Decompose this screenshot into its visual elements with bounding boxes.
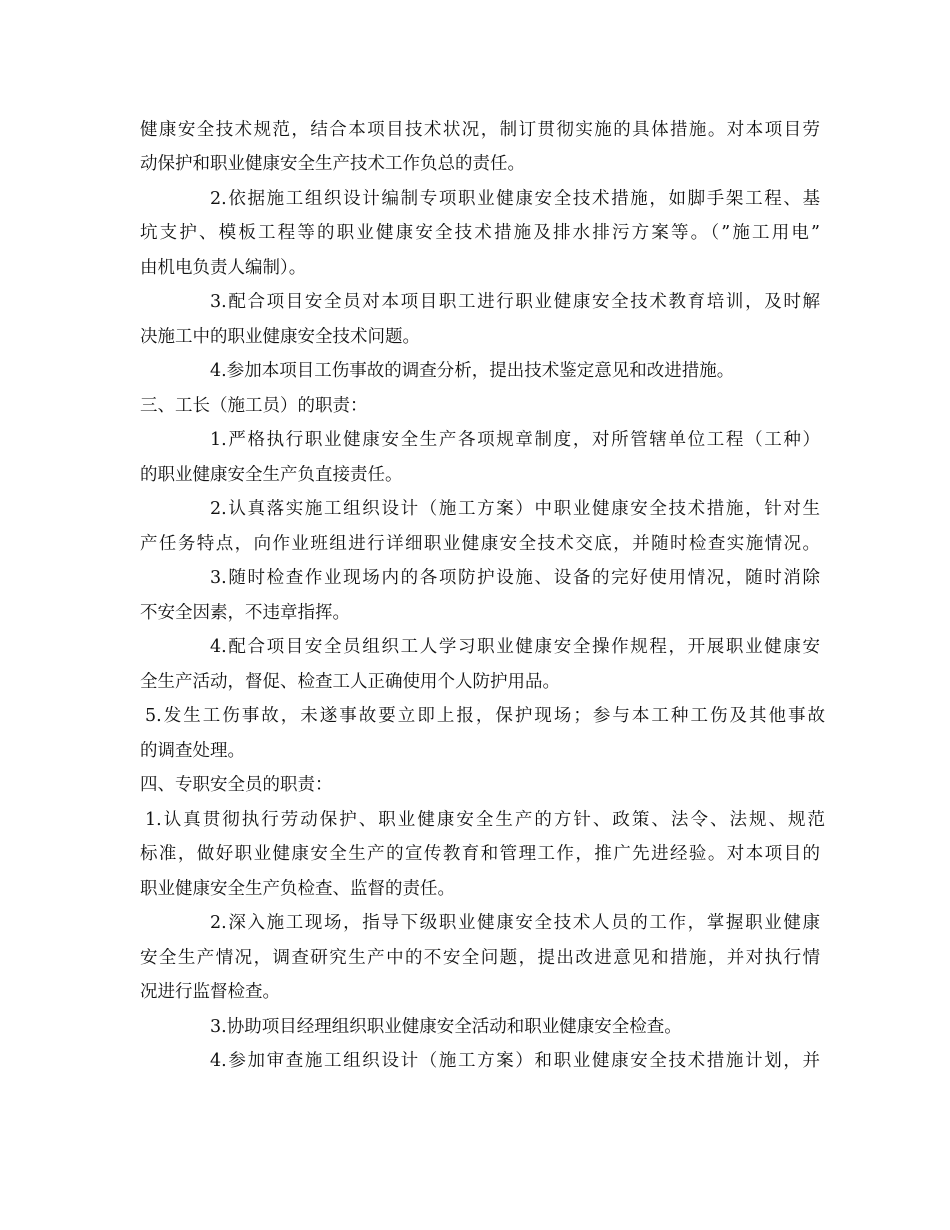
paragraph-line: 4.参加审查施工组织设计（施工方案）和职业健康安全技术措施计划，并 bbox=[210, 1051, 820, 1071]
paragraph-line: 1.严格执行职业健康安全生产各项规章制度，对所管辖单位工程（工种） bbox=[210, 430, 820, 450]
paragraph-line: 3.协助项目经理组织职业健康安全活动和职业健康安全检查。 bbox=[210, 1017, 682, 1037]
paragraph-line: 1.认真贯彻执行劳动保护、职业健康安全生产的方针、政策、法令、法规、规范 bbox=[145, 810, 825, 830]
paragraph-line: 标准，做好职业健康安全生产的宣传教育和管理工作，推广先进经验。对本项目的 bbox=[140, 844, 820, 864]
paragraph-line: 5.发生工伤事故，未遂事故要立即上报，保护现场；参与本工种工伤及其他事故 bbox=[145, 706, 825, 726]
paragraph-line: 坑支护、模板工程等的职业健康安全技术措施及排水排污方案等。（”施工用电” bbox=[140, 223, 820, 243]
paragraph-line: 的调查处理。 bbox=[140, 741, 245, 761]
paragraph-line: 2.深入施工现场，指导下级职业健康安全技术人员的工作，掌握职业健康 bbox=[210, 913, 820, 933]
paragraph-line: 安全生产情况，调查研究生产中的不安全问题，提出改进意见和措施，并对执行情 bbox=[140, 948, 820, 968]
paragraph-line: 况进行监督检查。 bbox=[140, 982, 280, 1002]
paragraph-line: 4.配合项目安全员组织工人学习职业健康安全操作规程，开展职业健康安 bbox=[210, 637, 820, 657]
paragraph-line: 不安全因素，不违章指挥。 bbox=[140, 603, 350, 623]
section-heading: 四、专职安全员的职责： bbox=[140, 775, 333, 795]
paragraph-line: 2.依据施工组织设计编制专项职业健康安全技术措施，如脚手架工程、基 bbox=[210, 189, 820, 209]
paragraph-line: 由机电负责人编制）。 bbox=[140, 258, 307, 278]
paragraph-line: 产任务特点，向作业班组进行详细职业健康安全技术交底，并随时检查实施情况。 bbox=[140, 534, 820, 554]
paragraph-line: 3.配合项目安全员对本项目职工进行职业健康安全技术教育培训，及时解 bbox=[210, 292, 820, 312]
paragraph-line: 全生产活动，督促、检查工人正确使用个人防护用品。 bbox=[140, 672, 560, 692]
section-heading: 三、工长（施工员）的职责： bbox=[140, 396, 368, 416]
paragraph-line: 2.认真落实施工组织设计（施工方案）中职业健康安全技术措施，针对生 bbox=[210, 499, 820, 519]
paragraph-line: 动保护和职业健康安全生产技术工作负总的责任。 bbox=[140, 154, 525, 174]
paragraph-line: 决施工中的职业健康安全技术问题。 bbox=[140, 327, 420, 347]
paragraph-line: 的职业健康安全生产负直接责任。 bbox=[140, 465, 403, 485]
paragraph-line: 3.随时检查作业现场内的各项防护设施、设备的完好使用情况，随时消除 bbox=[210, 568, 820, 588]
paragraph-line: 4.参加本项目工伤事故的调查分析，提出技术鉴定意见和改进措施。 bbox=[210, 361, 735, 381]
paragraph-line: 健康安全技术规范，结合本项目技术状况，制订贯彻实施的具体措施。对本项目劳 bbox=[140, 120, 820, 140]
paragraph-line: 职业健康安全生产负检查、监督的责任。 bbox=[140, 879, 455, 899]
